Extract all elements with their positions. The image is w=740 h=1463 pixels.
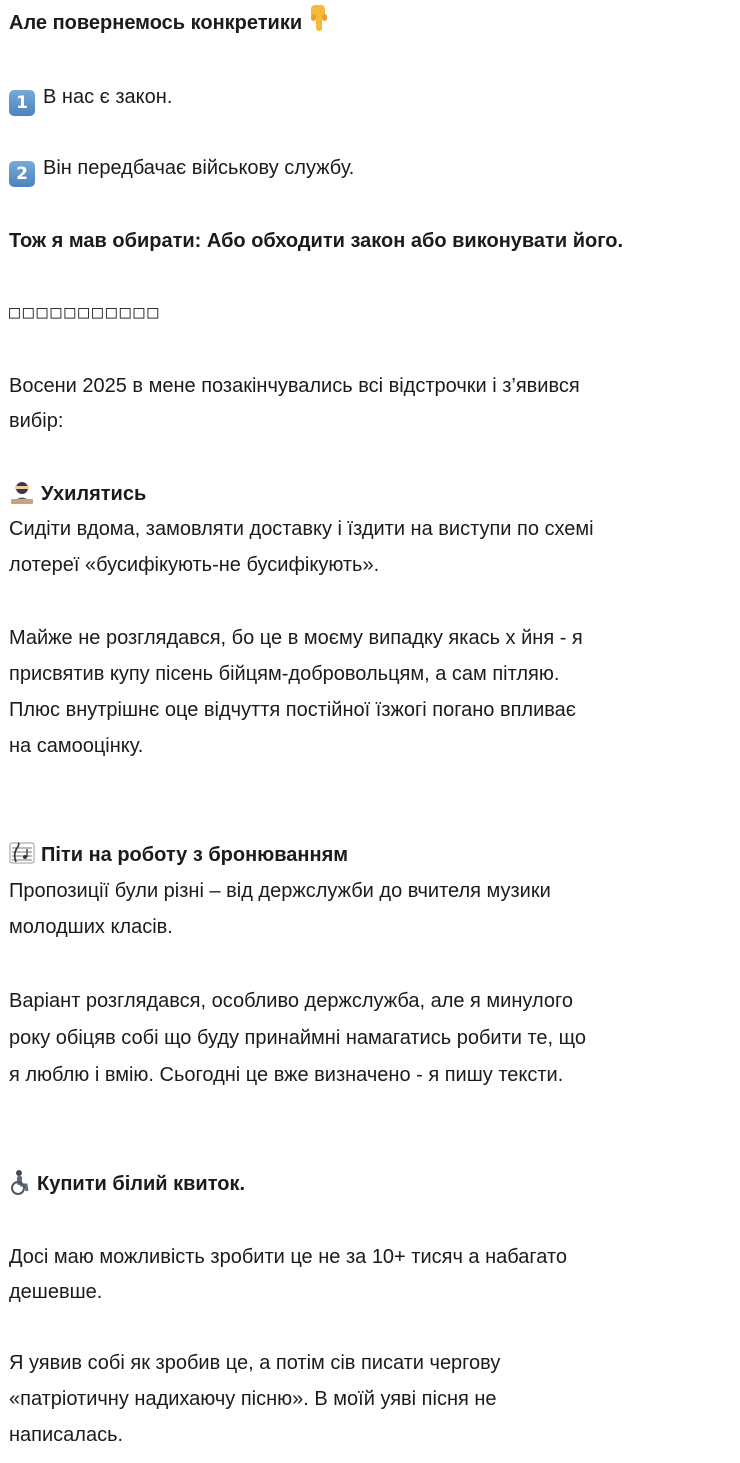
option-2-p2-line-1: Варіант розглядався, особливо держслужба, але я минулого [9,990,573,1012]
musical-score-icon [9,840,35,866]
option-1-p1-line-2: лотереї «бусифікують-не бусифікують». [9,554,380,576]
intro-heading [9,5,330,45]
option-2-title: Піти на роботу з бронюванням [41,844,349,866]
list-item-2-text: Він передбачає військову службу. [43,157,355,179]
person-in-wheelchair-icon [9,1169,31,1195]
option-3-p2-line-1: Я уявив собі як зробив це, а потім сів писати чергову [9,1352,501,1374]
option-1-heading [9,477,146,512]
option-3-p1-line-1: Досі маю можливість зробити це не за 10+ тисяч а набагато [9,1246,567,1268]
option-2-p1-line-1: Пропозиції були різні – від держслужби до вчителя музики [9,880,551,902]
backhand-index-pointing-down-icon [308,5,330,45]
option-2-p2-line-2: року обіцяв собі що буду принаймні намагатись робити те, що [9,1027,586,1049]
option-3-title: Купити білий квиток. [37,1173,246,1195]
option-1-title: Ухилятись [41,483,147,505]
keycap-2-icon: 2 [9,161,35,187]
list-item-1-text: В нас є закон. [43,86,173,108]
list-item-2 [9,151,354,187]
option-1-p1-line-1: Сидіти вдома, замовляти доставку і їздити на виступи по схемі [9,518,594,540]
option-3-p2-line-3: написалась. [9,1424,124,1446]
option-1-p2-line-4: на самооцінку. [9,735,144,757]
option-2-p1-line-2: молодших класів. [9,916,173,938]
intro-title: Але повернемось конкретики [9,12,303,34]
list-item-1 [9,80,172,116]
option-3-p1-line-2: дешевше. [9,1281,103,1303]
choice-statement: Тож я мав обирати: Або обходити закон або виконувати його. [9,230,624,252]
option-2-p2-line-3: я люблю і вмію. Сьогодні це вже визначено - я пишу тексти. [9,1064,564,1086]
option-1-p2-line-3: Плюс внутрішнє оце відчуття постійної їзжогі погано впливає [9,699,576,721]
autumn-line-2: вибір: [9,410,64,432]
keycap-1-icon: 1 [9,90,35,116]
placeholder-glyphs: □□□□□□□□□□□ [9,302,162,323]
option-3-heading [9,1167,245,1202]
option-3-p2-line-2: «патріотичну надихаючу пісню». В моїй уяві пісня не [9,1388,497,1410]
option-2-heading [9,838,348,873]
option-1-p2-line-1: Майже не розглядався, бо це в моєму випадку якась х йня - я [9,627,583,649]
autumn-line-1: Восени 2025 в мене позакінчувались всі відстрочки і з’явився [9,375,580,397]
option-1-p2-line-2: присвятив купу пісень бійцям-добровольцям, а сам пітляю. [9,663,560,685]
hiding-person-icon [9,479,35,505]
